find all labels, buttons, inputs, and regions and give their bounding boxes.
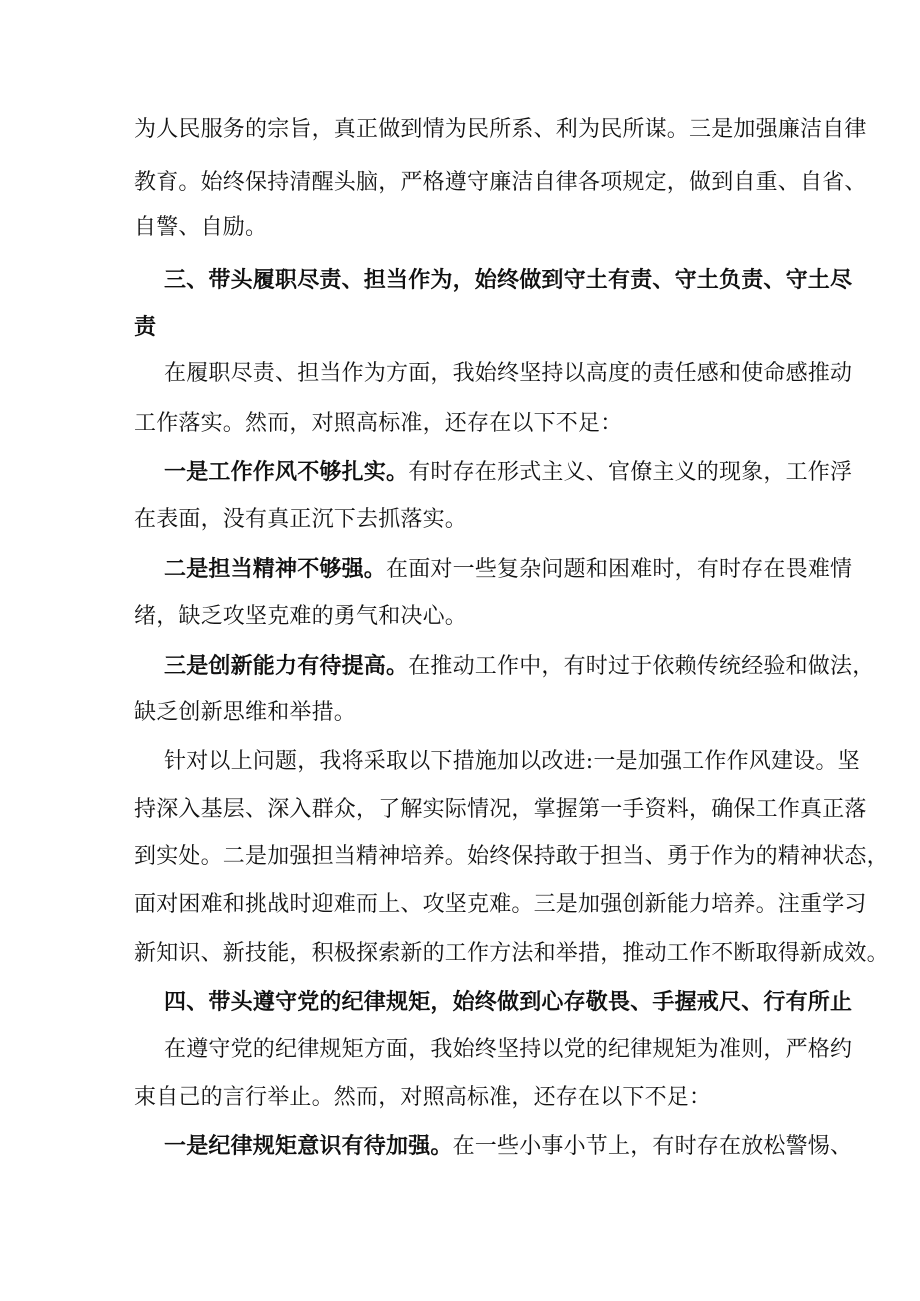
- point-1-text: 有时存在形式主义、官僚主义的现象，工作浮: [408, 460, 853, 485]
- paragraph-line: 自警、自励。: [134, 215, 268, 240]
- paragraph-line: 缺乏创新思维和举措。: [134, 700, 357, 725]
- paragraph-line: 工作落实。然而，对照高标准，还存在以下不足：: [134, 411, 623, 436]
- point-4-heading: 一是纪律规矩意识有待加强。: [164, 1133, 453, 1159]
- paragraph-line: 束自己的言行举止。然而，对照高标准，还存在以下不足：: [134, 1085, 712, 1110]
- paragraph-line: 教育。始终保持清醒头脑，严格遵守廉洁自律各项规定，做到自重、自省、: [134, 170, 867, 195]
- point-3-line: [164, 652, 875, 681]
- paragraph-line: 持深入基层、深入群众，了解实际情况，掌握第一手资料，确保工作真正落: [134, 797, 867, 822]
- point-3-heading: 三是创新能力有待提高。: [164, 653, 409, 679]
- section-heading-3: 三、带头履职尽责、担当作为，始终做到守土有责、守土负责、守土尽: [164, 267, 853, 293]
- point-2-heading: 二是担当精神不够强。: [164, 556, 387, 582]
- section-heading-4: 四、带头遵守党的纪律规矩，始终做到心存敬畏、手握戒尺、行有所止: [164, 989, 853, 1015]
- point-1-heading: 一是工作作风不够扎实。: [164, 459, 409, 485]
- paragraph-line: 在遵守党的纪律规矩方面，我始终坚持以党的纪律规矩为准则，严格约: [164, 1037, 853, 1062]
- paragraph-line: 在表面，没有真正沉下去抓落实。: [134, 507, 468, 532]
- paragraph-line: 在履职尽责、担当作为方面，我始终坚持以高度的责任感和使命感推动: [164, 361, 853, 386]
- paragraph-line: 面对困难和挑战时迎难而上、攻坚克难。三是加强创新能力培养。注重学习: [134, 892, 867, 917]
- paragraph-line: 绪，缺乏攻坚克难的勇气和决心。: [134, 604, 468, 629]
- paragraph-line: 为人民服务的宗旨，真正做到情为民所系、利为民所谋。三是加强廉洁自律: [134, 117, 867, 142]
- section-heading-3-cont: 责: [134, 314, 157, 340]
- paragraph-line: 针对以上问题，我将采取以下措施加以改进:一是加强工作作风建设。坚: [164, 749, 860, 774]
- paragraph-line: 到实处。二是加强担当精神培养。始终保持敢于担当、勇于作为的精神状态，: [134, 844, 889, 869]
- point-1-line: [164, 458, 853, 487]
- point-4-text: 在一些小事小节上，有时存在放松警惕、: [452, 1134, 853, 1159]
- point-2-line: [164, 555, 853, 584]
- point-3-text: 在推动工作中，有时过于依赖传统经验和做法，: [408, 654, 875, 679]
- point-4-line: [164, 1132, 853, 1161]
- point-2-text: 在面对一些复杂问题和困难时，有时存在畏难情: [386, 557, 853, 582]
- paragraph-line: 新知识、新技能，积极探索新的工作方法和举措，推动工作不断取得新成效。: [134, 941, 889, 966]
